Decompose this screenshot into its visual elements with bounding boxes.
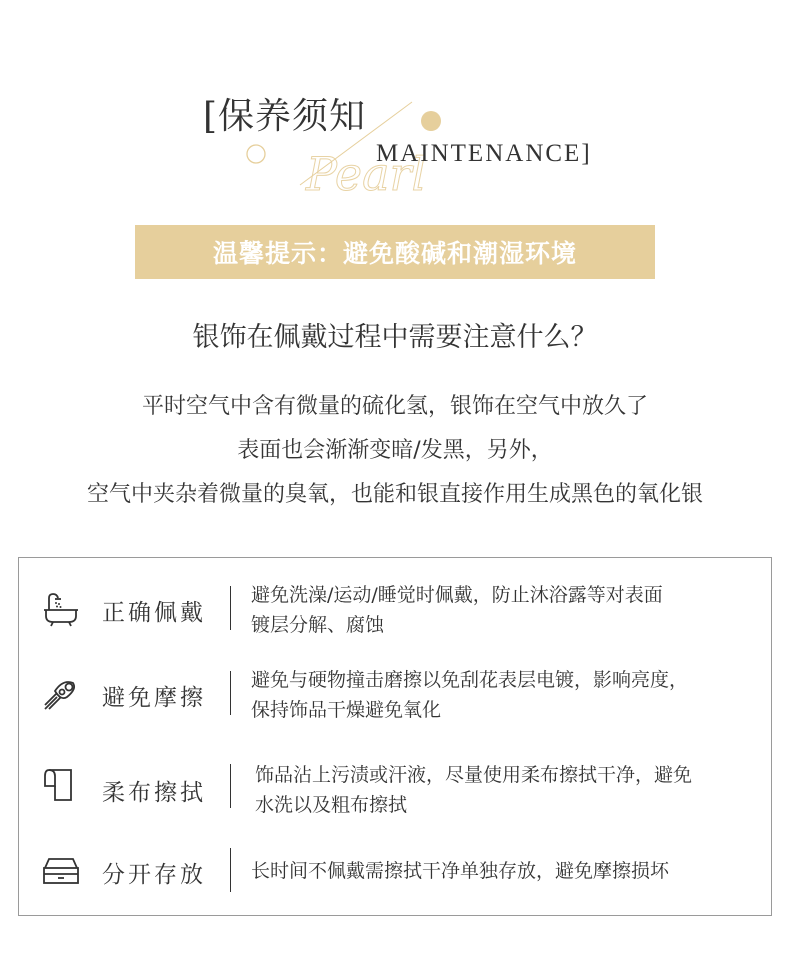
- divider: [230, 848, 231, 892]
- title-chinese: [保养须知: [203, 96, 367, 137]
- paragraph-line: 平时空气中含有微量的硫化氢，银饰在空气中放久了: [141, 394, 648, 419]
- tip-banner-text: 温馨提示：避免酸碱和潮湿环境: [212, 239, 577, 268]
- tip-label: 避免摩擦: [102, 685, 206, 711]
- tips-card: [18, 557, 772, 916]
- tip-banner: [135, 225, 655, 279]
- tip-description-line: 水洗以及粗布擦拭: [255, 794, 408, 816]
- tip-description: [251, 856, 669, 886]
- divider: [230, 764, 231, 808]
- cloth-icon: [41, 766, 77, 804]
- tip-label: 正确佩戴: [102, 600, 206, 626]
- tip-description-line: 保持饰品干燥避免氧化: [251, 699, 442, 721]
- storage-box-icon: [41, 856, 81, 886]
- question-heading: 银饰在佩戴过程中需要注意什么？: [192, 322, 598, 353]
- divider: [230, 671, 231, 715]
- tip-label: 柔布擦拭: [102, 780, 206, 806]
- tip-description-line: 避免洗澡/运动/睡觉时佩戴，防止沐浴露等对表面: [251, 584, 663, 606]
- decoration-graphic: [0, 0, 790, 210]
- paragraph-line: 空气中夹杂着微量的臭氧，也能和银直接作用生成黑色的氧化银: [86, 482, 703, 507]
- tip-description: [251, 665, 688, 725]
- explanation-paragraph: [0, 385, 790, 517]
- paragraph-line: 表面也会渐渐变暗/发黑，另外，: [237, 438, 553, 463]
- tip-description-line: 避免与硬物撞击磨擦以免刮花表层电镀，影响亮度，: [251, 669, 689, 691]
- tip-description-line: 镀层分解、腐蚀: [251, 614, 385, 636]
- filled-dot: [421, 111, 441, 131]
- tip-description: [255, 760, 692, 820]
- maintenance-header: [0, 0, 790, 210]
- friction-icon: [41, 673, 81, 713]
- title-english: MAINTENANCE]: [376, 140, 592, 167]
- tip-label: 分开存放: [102, 862, 206, 888]
- hollow-dot: [247, 145, 265, 163]
- bathtub-icon: [41, 592, 81, 628]
- tip-description-line: 长时间不佩戴需擦拭干净单独存放，避免摩擦损坏: [251, 860, 670, 882]
- divider: [230, 586, 231, 630]
- pearl-script-word: Pearl: [306, 147, 427, 201]
- tip-description-line: 饰品沾上污渍或汗液，尽量使用柔布擦拭干净，避免: [255, 764, 693, 786]
- tip-description: [251, 580, 663, 640]
